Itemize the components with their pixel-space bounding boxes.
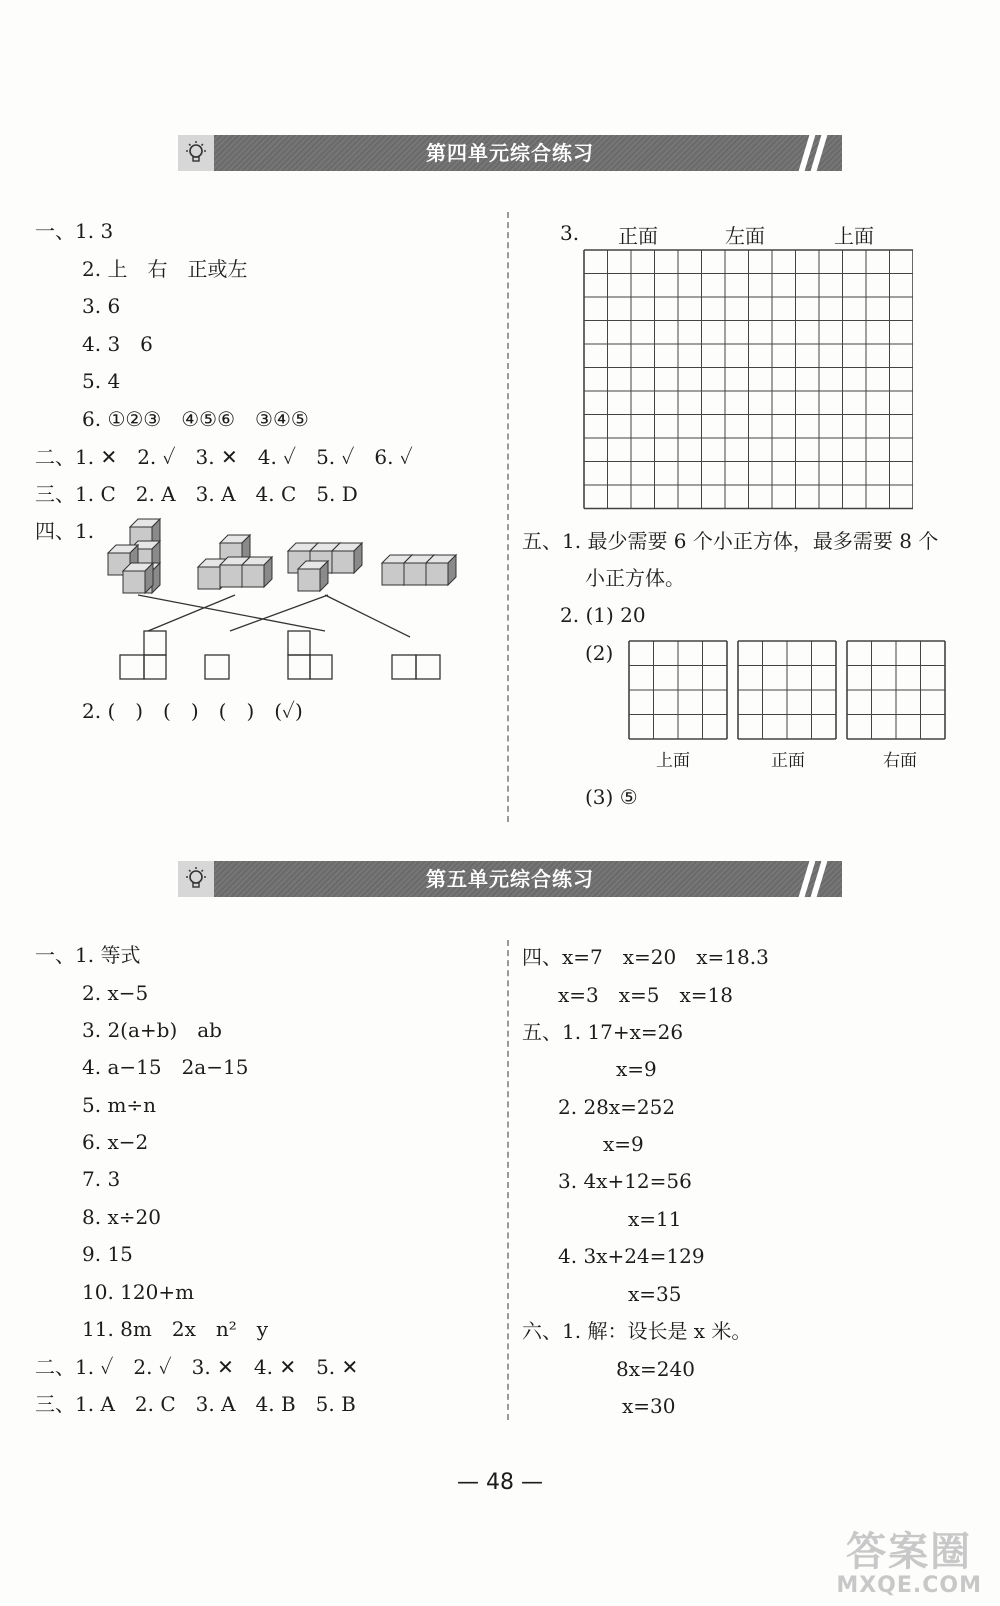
watermark-url: MXQE.COM bbox=[836, 1573, 982, 1598]
view-grid-label: 上面 bbox=[656, 751, 690, 771]
answer-line: 三、1. C 2. A 3. A 4. C 5. D bbox=[35, 482, 358, 506]
answer-line: 5. m÷n bbox=[82, 1093, 157, 1117]
answer-line: 6. ①②③ ④⑤⑥ ③④⑤ bbox=[82, 407, 309, 431]
answer-line: 10. 120+m bbox=[82, 1280, 195, 1304]
slash-decoration-icon bbox=[796, 859, 836, 899]
answer-line: x=3 x=5 x=18 bbox=[558, 983, 734, 1007]
slash-decoration-icon bbox=[796, 133, 836, 173]
answer-line: 2. ( ) ( ) ( ) (✓) bbox=[82, 699, 303, 723]
answer-line: (2) bbox=[585, 641, 614, 665]
answer-line: 2. 上 右 正或左 bbox=[82, 257, 248, 281]
answer-line: 8x=240 bbox=[616, 1357, 695, 1381]
answer-line: 4. a−15 2a−15 bbox=[82, 1055, 249, 1079]
matching-lines bbox=[138, 595, 410, 637]
section-banner-unit5 bbox=[178, 861, 842, 897]
view-grid-label: 正面 bbox=[771, 751, 805, 771]
answer-line: 四、1. bbox=[35, 519, 95, 543]
answer-line: 4. 3x+24=129 bbox=[558, 1244, 705, 1268]
answer-line: 11. 8m 2x n² y bbox=[82, 1317, 269, 1341]
answer-line: 二、1. ✕ 2. ✓ 3. ✕ 4. ✓ 5. ✓ 6. ✓ bbox=[35, 445, 413, 469]
answer-line: 三、1. A 2. C 3. A 4. B 5. B bbox=[35, 1392, 356, 1416]
answer-line: 2. 28x=252 bbox=[558, 1095, 676, 1119]
answer-line: 3. 4x+12=56 bbox=[558, 1169, 692, 1193]
answer-line: (3) ⑤ bbox=[585, 785, 638, 809]
answer-line: 小正方体。 bbox=[585, 566, 685, 590]
answer-line: 3. 6 bbox=[82, 294, 121, 318]
column-divider bbox=[507, 940, 509, 1420]
section-title: 第五单元综合练习 bbox=[426, 867, 594, 891]
answer-line: 7. 3 bbox=[82, 1167, 121, 1191]
drawing-grid-large bbox=[583, 249, 913, 513]
answer-line: 一、1. 3 bbox=[35, 219, 114, 243]
answer-line: 6. x−2 bbox=[82, 1130, 149, 1154]
answer-line: 3. 2(a+b) ab bbox=[82, 1018, 222, 1042]
view-shapes bbox=[120, 631, 440, 679]
answer-line: 9. 15 bbox=[82, 1242, 133, 1266]
cube-group-3 bbox=[288, 543, 362, 591]
cube-group-2 bbox=[198, 535, 272, 589]
answer-line: x=30 bbox=[622, 1394, 676, 1418]
answer-line: 二、1. ✓ 2. ✓ 3. ✕ 4. ✕ 5. ✕ bbox=[35, 1355, 359, 1379]
answer-line: 五、1. 最少需要 6 个小正方体，最多需要 8 个 bbox=[522, 529, 939, 553]
answer-line: x=9 bbox=[603, 1132, 644, 1156]
cube-matching-figure bbox=[100, 515, 480, 690]
watermark-text: 答案圈 bbox=[846, 1529, 973, 1575]
view-label-left: 左面 bbox=[725, 224, 765, 248]
answer-line: 2. (1) 20 bbox=[560, 603, 646, 627]
answer-line: x=9 bbox=[616, 1057, 657, 1081]
answer-line: 四、x=7 x=20 x=18.3 bbox=[522, 945, 769, 969]
view-grid-front bbox=[737, 640, 839, 740]
answer-line: x=11 bbox=[628, 1207, 682, 1231]
view-grid-right bbox=[846, 640, 948, 740]
view-label-top: 上面 bbox=[834, 224, 874, 248]
column-divider bbox=[507, 212, 509, 822]
page-number: — 48 — bbox=[457, 1470, 543, 1495]
answer-line: 5. 4 bbox=[82, 369, 121, 393]
answer-line: 六、1. 解：设长是 x 米。 bbox=[522, 1319, 752, 1343]
cube-group-1 bbox=[108, 519, 160, 593]
view-grid-top bbox=[628, 640, 730, 740]
watermark-logo bbox=[836, 1520, 982, 1598]
view-label-front: 正面 bbox=[618, 224, 658, 248]
answer-line: 4. 3 6 bbox=[82, 332, 153, 356]
section-title: 第四单元综合练习 bbox=[426, 141, 594, 165]
cube-group-4 bbox=[382, 555, 456, 585]
section-banner-unit4 bbox=[178, 135, 842, 171]
answer-line: x=35 bbox=[628, 1282, 682, 1306]
answer-line: 五、1. 17+x=26 bbox=[522, 1020, 684, 1044]
view-grid-label: 右面 bbox=[883, 751, 917, 771]
answer-line: 8. x÷20 bbox=[82, 1205, 161, 1229]
answer-line: 2. x−5 bbox=[82, 981, 149, 1005]
answer-line: 一、1. 等式 bbox=[35, 943, 141, 967]
q3-label: 3. bbox=[560, 221, 580, 245]
